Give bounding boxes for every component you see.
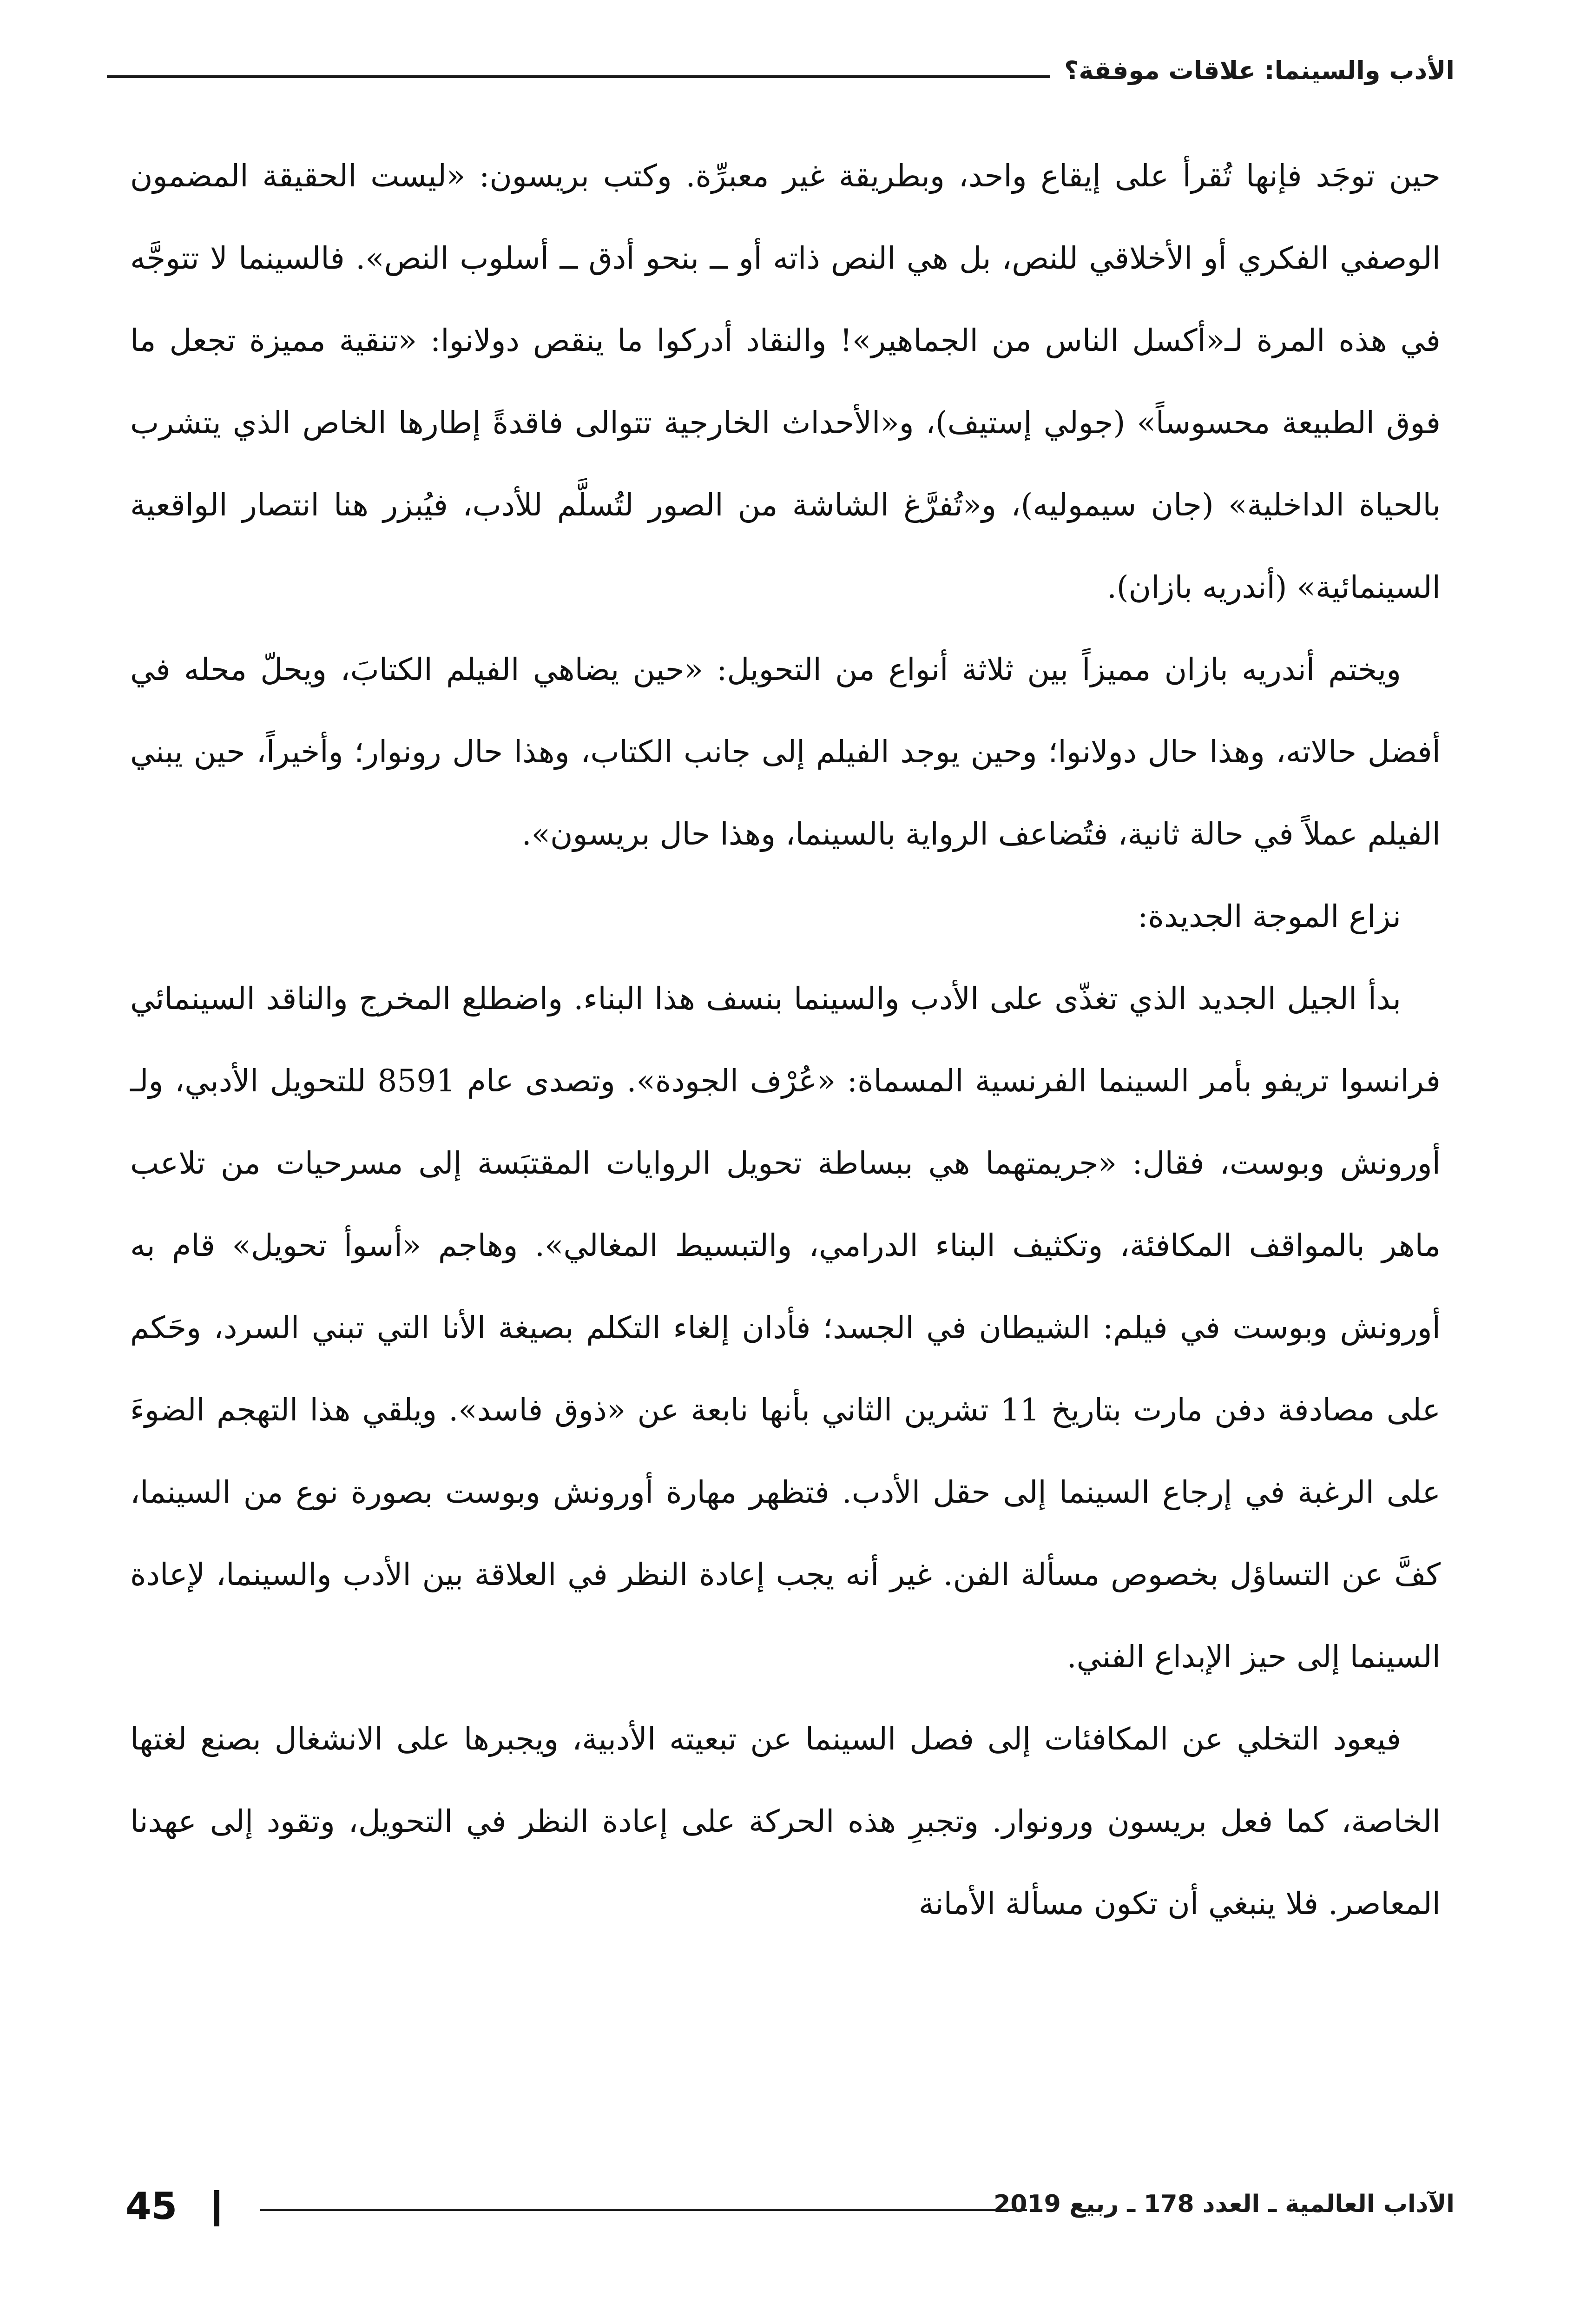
header-title: الأدب والسينما: علاقات موفقة؟ <box>1050 56 1455 85</box>
section-heading: نزاع الموجة الجديدة: <box>1138 898 1401 934</box>
page-number: 45 <box>125 2185 178 2228</box>
footer-rule <box>260 2209 1027 2211</box>
article-body <box>130 135 1441 1945</box>
paragraph-3: بدأ الجيل الجديد الذي تغذّى على الأدب والسينما بنسف هذا البناء. واضطلع المخرج والناقد السينمائي فرانسوا تريفو بأمر السينما الفرنسية المسماة: «عُرْف الجودة». وتصدى عام 8591 للتحويل الأدبي، ولـ أورونش وبوست، فقال: «جريمتهما هي ببساطة تحويل الروايات المقتبَسة إلى مسرحيات من تلاعب ماهر بالمواقف المكافئة، وتكثيف البناء الدرامي، والتبسيط المغالي». وهاجم «أسوأ تحويل» قام به أورونش وبوست في فيلم: الشيطان في الجسد؛ فأدان إلغاء التكلم بصيغة الأنا التي تبني السرد، وحَكم على مصادفة دفن مارت بتاريخ 11 تشرين الثاني بأنها نابعة عن «ذوق فاسد». ويلقي هذا التهجم الضوءَ على الرغبة في إرجاع السينما إلى حقل الأدب. فتظهر مهارة أورونش وبوست بصورة نوع من السينما، كفَّ عن التساؤل بخصوص مسألة الفن. غير أنه يجب إعادة النظر في العلاقة بين الأدب والسينما، لإعادة السينما إلى حيز الإبداع الفني. <box>130 981 1441 1675</box>
paragraph-1: حين توجَد فإنها تُقرأ على إيقاع واحد، وبطريقة غير معبرِّة. وكتب بريسون: «ليست الحقيقة المضمون الوصفي الفكري أو الأخلاقي للنص، بل هي النص ذاته أو ــ بنحو أدق ــ أسلوب النص». فالسينما لا تتوجَّه في هذه المرة لـ«أكسل الناس من الجماهير»! والنقاد أدركوا ما ينقص دولانوا: «تنقية مميزة تجعل ما فوق الطبيعة محسوساً» (جولي إستيف)، و«الأحداث الخارجية تتوالى فاقدةً إطارها الخاص الذي يتشرب بالحياة الداخلية» (جان سيموليه)، و«تُفرَّغ الشاشة من الصور لتُسلَّم للأدب، فيُبزر هنا انتصار الواقعية السينمائية» (أندريه بازان). <box>130 158 1441 605</box>
paragraph-4: فيعود التخلي عن المكافئات إلى فصل السينما عن تبعيته الأدبية، ويجبرها على الانشغال بصنع لغتها الخاصة، كما فعل بريسون ورونوار. وتجبرِ هذه الحركة على إعادة النظر في التحويل، وتقود إلى عهدنا المعاصر. فلا ينبغي أن تكون مسألة الأمانة <box>130 1721 1441 1921</box>
page-footer <box>107 2185 1455 2250</box>
running-header <box>107 46 1455 112</box>
paragraph-2: ويختم أندريه بازان مميزاً بين ثلاثة أنواع من التحويل: «حين يضاهي الفيلم الكتابَ، ويحلّ محله في أفضل حالاته، وهذا حال دولانوا؛ وحين يوجد الفيلم إلى جانب الكتاب، وهذا حال رونوار؛ وأخيراً، حين يبني الفيلم عملاً في حالة ثانية، فتُضاعف الرواية بالسينما، وهذا حال بريسون». <box>130 652 1441 852</box>
journal-issue: الآداب العالمية ـ العدد 178 ـ ربيع 2019 <box>994 2190 1455 2218</box>
page-number-separator <box>214 2190 219 2226</box>
